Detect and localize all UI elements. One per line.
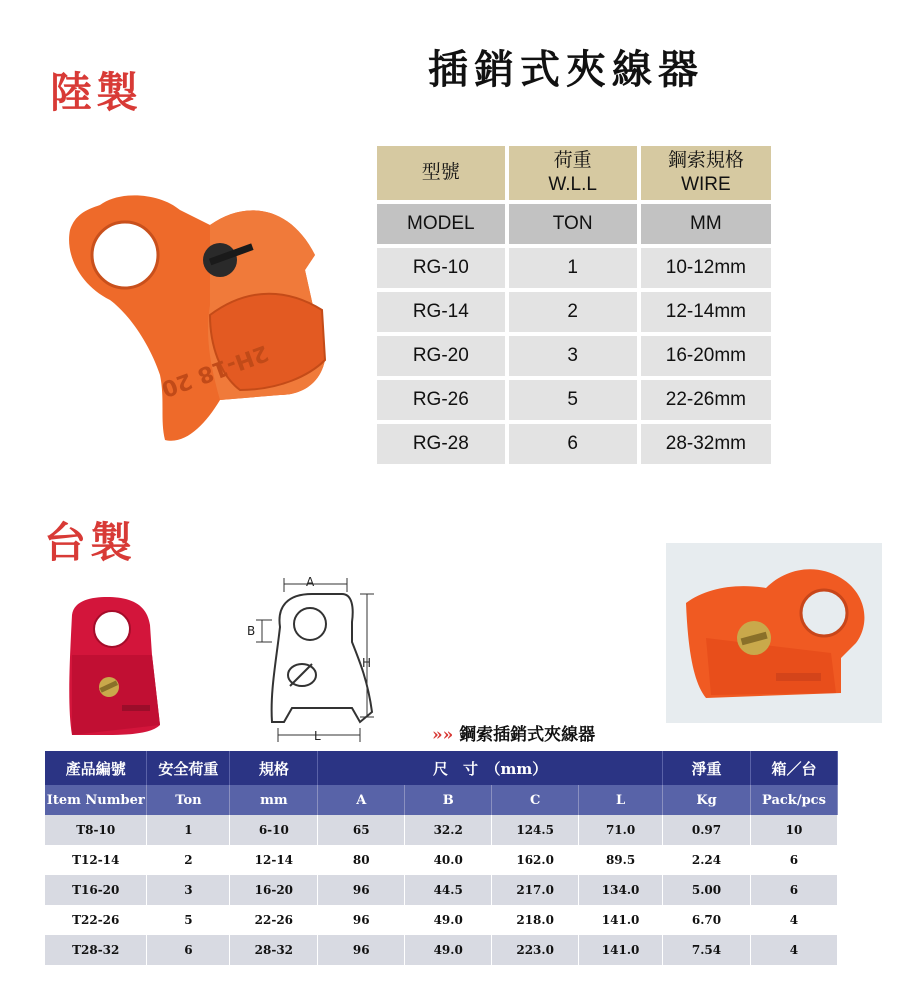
dimension-diagram	[242, 572, 387, 744]
model-spec-table	[373, 142, 775, 468]
header-mm: MM	[641, 204, 771, 244]
header-load-en: W.L.L	[548, 174, 597, 195]
header-ton-en: Ton	[147, 785, 230, 815]
clamp-photo-orange	[60, 185, 350, 450]
header-ton: TON	[509, 204, 637, 244]
dimension-l: L	[314, 729, 321, 743]
chevron-icon: »	[442, 725, 454, 745]
table-row: RG-20 3 16-20mm	[377, 336, 771, 376]
table-row: RG-14 2 12-14mm	[377, 292, 771, 332]
table-row: T16-20 3 16-20 96 44.5 217.0 134.0 5.00 6	[45, 875, 838, 905]
item-spec-table	[45, 751, 838, 965]
table-row: RG-10 1 10-12mm	[377, 248, 771, 288]
header-item-en: Item Number	[45, 785, 147, 815]
table-row: T8-10 1 6-10 65 32.2 124.5 71.0 0.97 10	[45, 815, 838, 845]
chevron-icon: »	[432, 725, 443, 745]
table-row: RG-26 5 22-26mm	[377, 380, 771, 420]
header-l: L	[579, 785, 663, 815]
dimension-h: H	[362, 656, 372, 670]
header-load-cn: 荷重	[553, 150, 592, 171]
header-wire	[641, 146, 771, 200]
header-pack: Pack/pcs	[750, 785, 837, 815]
header-wire-en: WIRE	[681, 174, 731, 195]
header-wire-cn: 鋼索規格	[667, 150, 744, 171]
table-row: RG-28 6 28-32mm	[377, 424, 771, 464]
header-pack-cn: 箱／台	[750, 751, 837, 785]
header-model-cn: 型號	[377, 146, 505, 200]
product-mark: 2H-18 20	[157, 339, 272, 402]
table-row: T22-26 5 22-26 96 49.0 218.0 141.0 6.70 4	[45, 905, 838, 935]
header-c: C	[492, 785, 579, 815]
header-load	[509, 146, 637, 200]
table-row: T28-32 6 28-32 96 49.0 223.0 141.0 7.54 4	[45, 935, 838, 965]
product-subtitle	[432, 720, 595, 745]
header-spec-cn: 規格	[230, 751, 318, 785]
china-made-label: 陸製	[50, 68, 143, 117]
header-a: A	[318, 785, 405, 815]
table-row: T12-14 2 12-14 80 40.0 162.0 89.5 2.24 6	[45, 845, 838, 875]
header-b: B	[405, 785, 492, 815]
dimension-a: A	[306, 575, 315, 589]
header-item-cn: 產品編號	[45, 751, 147, 785]
taiwan-made-label: 台製	[44, 518, 137, 567]
header-model-en: MODEL	[377, 204, 505, 244]
header-kg: Kg	[663, 785, 751, 815]
page-title: 插銷式夾線器	[428, 46, 704, 93]
subtitle-text: 鋼索插銷式夾線器	[459, 725, 596, 745]
header-weight-cn: 淨重	[663, 751, 751, 785]
header-mm-en: mm	[230, 785, 318, 815]
clamp-photo-red	[62, 595, 172, 740]
header-safe-load-cn: 安全荷重	[147, 751, 230, 785]
header-dimensions-cn: 尺 寸 （mm）	[318, 751, 663, 785]
clamp-photo-orange-2	[666, 543, 882, 723]
dimension-b: B	[247, 624, 256, 638]
